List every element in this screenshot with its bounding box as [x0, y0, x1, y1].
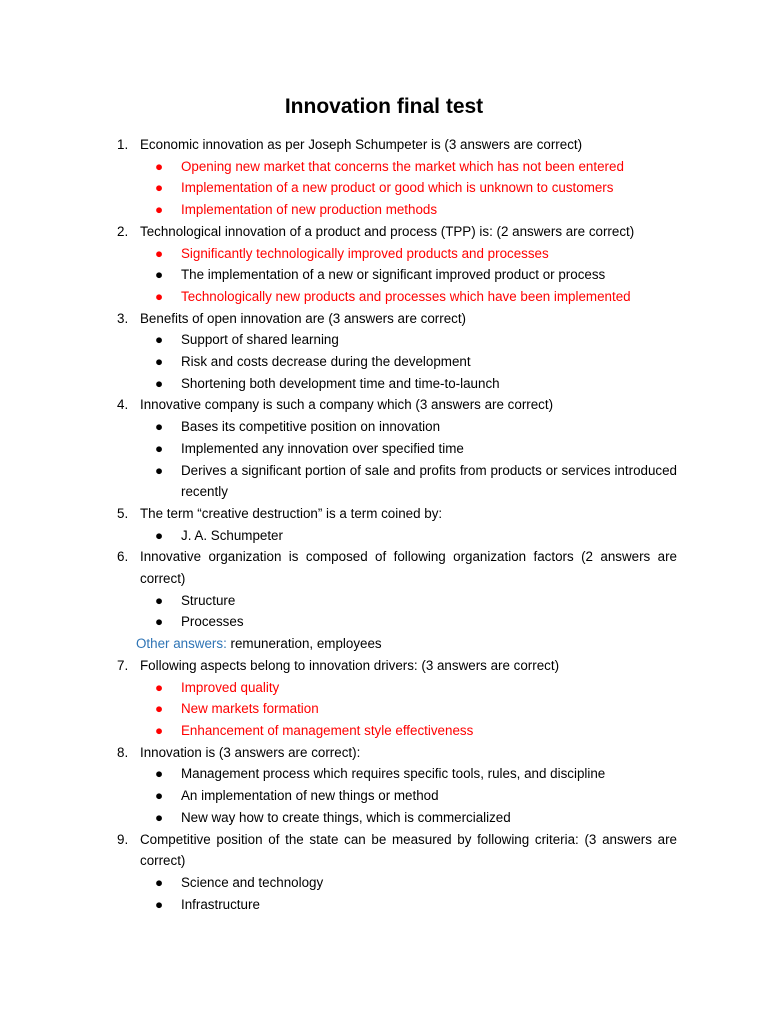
bullet-icon: ●	[155, 874, 164, 890]
answer-text: Management process which requires specific tools, rules, and discipline	[181, 766, 606, 782]
bullet-icon: ●	[155, 202, 164, 218]
answer-item-highlighted	[0, 156, 768, 178]
question-number: 1.	[117, 137, 129, 152]
answer-text: Processes	[181, 614, 244, 630]
answer-item	[0, 872, 768, 894]
question-text: The term “creative destruction” is a term coined by:	[140, 505, 443, 521]
question-list	[0, 134, 768, 915]
answer-item	[0, 763, 768, 785]
answer-item	[0, 525, 768, 547]
question	[0, 134, 768, 156]
other-answers-note	[0, 633, 768, 655]
question	[0, 503, 768, 525]
answer-text: Technologically new products and processes which have been implemented	[181, 288, 631, 304]
answer-item	[0, 264, 768, 286]
answer-text: Risk and costs decrease during the development	[181, 354, 471, 370]
question-number: 2.	[117, 223, 129, 239]
answer-text: Significantly technologically improved products and processes	[181, 245, 549, 261]
answer-text: New way how to create things, which is commercialized	[181, 809, 511, 825]
bullet-icon: ●	[155, 158, 164, 174]
answer-text: Opening new market that concerns the market which has not been entered	[181, 158, 624, 174]
document-title: Innovation final test	[284, 95, 484, 118]
answer-text: Implementation of a new product or good which is unknown to customers	[181, 180, 614, 196]
bullet-icon: ●	[155, 592, 164, 608]
question	[0, 394, 768, 416]
answer-item-highlighted	[0, 199, 768, 221]
answer-item	[0, 611, 768, 633]
answer-text: Bases its competitive position on innovation	[181, 419, 441, 435]
answer-text: Implementation of new production methods	[181, 202, 438, 218]
answer-item-highlighted	[0, 720, 768, 742]
answer-text: Improved quality	[181, 679, 280, 695]
bullet-icon: ●	[155, 788, 164, 804]
question-text: Benefits of open innovation are (3 answers are correct)	[140, 310, 467, 326]
question-text: Competitive position of the state can be measured by following criteria: (3 answers are correct)	[140, 831, 677, 869]
question-number: 5.	[117, 505, 129, 521]
question-text: Innovative organization is composed of following organization factors (2 answers are correct)	[140, 549, 677, 587]
answer-item	[0, 785, 768, 807]
answer-item	[0, 351, 768, 373]
other-answers-text: remuneration, employees	[226, 636, 382, 652]
question	[0, 829, 768, 872]
bullet-icon: ●	[155, 354, 164, 370]
answer-item	[0, 438, 768, 460]
bullet-icon: ●	[155, 527, 164, 543]
answer-text: Science and technology	[181, 874, 324, 890]
other-answers-label: Other answers:	[136, 636, 227, 652]
question-text: Technological innovation of a product and process (TPP) is: (2 answers are correct)	[140, 223, 635, 239]
answer-item-highlighted	[0, 286, 768, 308]
question	[0, 308, 768, 330]
answer-item-highlighted	[0, 177, 768, 199]
answer-item	[0, 590, 768, 612]
answer-item	[0, 416, 768, 438]
bullet-icon: ●	[155, 614, 164, 630]
question-number: 6.	[117, 549, 129, 565]
bullet-icon: ●	[155, 701, 164, 717]
answer-item	[0, 329, 768, 351]
answer-item-highlighted	[0, 243, 768, 265]
question-number: 3.	[117, 310, 129, 326]
question-number: 4.	[117, 397, 129, 413]
answer-item	[0, 807, 768, 829]
answer-text: The implementation of a new or significant improved product or process	[181, 267, 606, 283]
question-number: 7.	[117, 657, 129, 673]
answer-text: J. A. Schumpeter	[181, 527, 283, 543]
question-text: Economic innovation as per Joseph Schumpeter is (3 answers are correct)	[140, 137, 583, 152]
bullet-icon: ●	[155, 288, 164, 304]
bullet-icon: ●	[155, 462, 164, 478]
answer-item-highlighted	[0, 677, 768, 699]
question	[0, 546, 768, 589]
question	[0, 221, 768, 243]
answer-text: Implemented any innovation over specified time	[181, 440, 464, 456]
answer-text: Enhancement of management style effectiveness	[181, 722, 474, 738]
bullet-icon: ●	[155, 419, 164, 435]
bullet-icon: ●	[155, 809, 164, 825]
question	[0, 742, 768, 764]
answer-text: Derives a significant portion of sale and profits from products or services introduced recently	[181, 462, 677, 500]
bullet-icon: ●	[155, 440, 164, 456]
answer-item	[0, 373, 768, 395]
answer-text: An implementation of new things or method	[181, 788, 439, 804]
question-text: Following aspects belong to innovation drivers: (3 answers are correct)	[140, 657, 560, 673]
question-text: Innovative company is such a company which (3 answers are correct)	[140, 397, 554, 413]
bullet-icon: ●	[155, 245, 164, 261]
bullet-icon: ●	[155, 375, 164, 391]
bullet-icon: ●	[155, 766, 164, 782]
question-number: 8.	[117, 744, 129, 760]
bullet-icon: ●	[155, 679, 164, 695]
question	[0, 655, 768, 677]
answer-item	[0, 460, 768, 503]
bullet-icon: ●	[155, 896, 164, 912]
bullet-icon: ●	[155, 332, 164, 348]
answer-item-highlighted	[0, 698, 768, 720]
answer-text: Infrastructure	[181, 896, 260, 912]
answer-text: Structure	[181, 592, 236, 608]
bullet-icon: ●	[155, 180, 164, 196]
question-number: 9.	[117, 831, 129, 847]
answer-item	[0, 894, 768, 916]
bullet-icon: ●	[155, 267, 164, 283]
question-text: Innovation is (3 answers are correct):	[140, 744, 361, 760]
answer-text: New markets formation	[181, 701, 319, 717]
bullet-icon: ●	[155, 722, 164, 738]
answer-text: Shortening both development time and time-to-launch	[181, 375, 500, 391]
answer-text: Support of shared learning	[181, 332, 339, 348]
